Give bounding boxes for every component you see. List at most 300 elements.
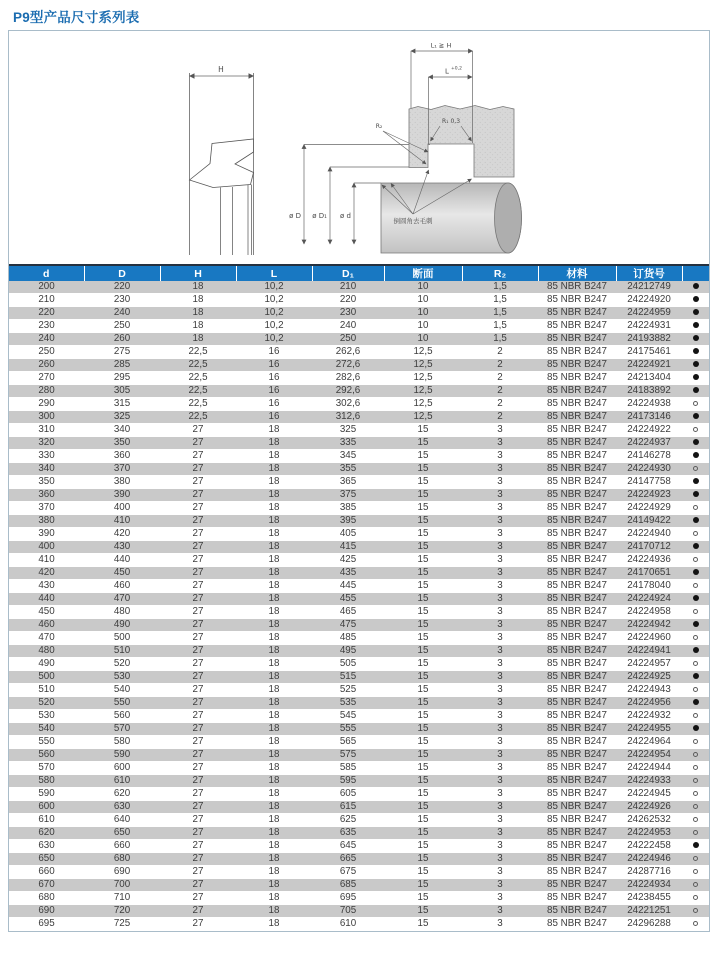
cell-R2: 3: [462, 489, 538, 502]
cell-material: 85 NBR B247: [538, 697, 616, 710]
cell-d: 660: [9, 866, 84, 879]
cell-R2: 3: [462, 892, 538, 905]
cell-order-no: 24212749: [616, 281, 682, 294]
cell-D1: 425: [312, 554, 384, 567]
cell-section: 15: [384, 489, 462, 502]
cell-D: 660: [84, 840, 160, 853]
cell-section: 15: [384, 463, 462, 476]
cell-L: 16: [236, 411, 312, 424]
cell-material: 85 NBR B247: [538, 528, 616, 541]
stock-hollow-icon: [693, 908, 698, 913]
cell-d: 370: [9, 502, 84, 515]
cell-order-no: 24183892: [616, 385, 682, 398]
cell-D1: 415: [312, 541, 384, 554]
dim-label-dia-D1: ø D₁: [312, 212, 327, 220]
cell-d: 470: [9, 632, 84, 645]
cell-d: 630: [9, 840, 84, 853]
cell-stock: [682, 905, 709, 918]
cell-R2: 3: [462, 775, 538, 788]
stock-hollow-icon: [693, 609, 698, 614]
cell-D: 690: [84, 866, 160, 879]
table-row: [9, 554, 709, 567]
cell-L: 18: [236, 775, 312, 788]
cell-d: 580: [9, 775, 84, 788]
cell-material: 85 NBR B247: [538, 476, 616, 489]
cell-section: 15: [384, 775, 462, 788]
stock-filled-icon: [693, 491, 699, 497]
cell-section: 15: [384, 697, 462, 710]
table-row: [9, 606, 709, 619]
cell-order-no: 24213404: [616, 372, 682, 385]
cell-D1: 485: [312, 632, 384, 645]
cell-order-no: 24193882: [616, 333, 682, 346]
cell-section: 15: [384, 593, 462, 606]
cell-D: 500: [84, 632, 160, 645]
cell-D1: 250: [312, 333, 384, 346]
cell-D1: 292,6: [312, 385, 384, 398]
cell-H: 27: [160, 749, 236, 762]
cell-order-no: 24224942: [616, 619, 682, 632]
cell-R2: 3: [462, 697, 538, 710]
cell-section: 15: [384, 749, 462, 762]
cell-material: 85 NBR B247: [538, 411, 616, 424]
cell-order-no: 24224940: [616, 528, 682, 541]
cell-L: 18: [236, 814, 312, 827]
cell-stock: [682, 463, 709, 476]
cell-material: 85 NBR B247: [538, 749, 616, 762]
cell-D: 410: [84, 515, 160, 528]
cell-D1: 475: [312, 619, 384, 632]
cell-D: 680: [84, 853, 160, 866]
cell-stock: [682, 489, 709, 502]
cell-L: 18: [236, 697, 312, 710]
cell-d: 380: [9, 515, 84, 528]
cell-order-no: 24224937: [616, 437, 682, 450]
cell-section: 15: [384, 619, 462, 632]
cell-material: 85 NBR B247: [538, 775, 616, 788]
cell-section: 12,5: [384, 398, 462, 411]
cell-H: 27: [160, 476, 236, 489]
cell-D: 360: [84, 450, 160, 463]
cell-material: 85 NBR B247: [538, 788, 616, 801]
cell-order-no: 24175461: [616, 346, 682, 359]
cell-d: 360: [9, 489, 84, 502]
cell-stock: [682, 788, 709, 801]
cell-D1: 385: [312, 502, 384, 515]
cell-D1: 610: [312, 918, 384, 931]
cell-H: 27: [160, 723, 236, 736]
cell-stock: [682, 632, 709, 645]
cell-D: 440: [84, 554, 160, 567]
cell-L: 18: [236, 736, 312, 749]
cell-R2: 1,5: [462, 320, 538, 333]
cell-H: 27: [160, 840, 236, 853]
cell-stock: [682, 567, 709, 580]
table-row: [9, 398, 709, 411]
cell-R2: 1,5: [462, 294, 538, 307]
table-row: [9, 346, 709, 359]
stock-hollow-icon: [693, 830, 698, 835]
cell-order-no: 24224954: [616, 749, 682, 762]
cell-order-no: 24170651: [616, 567, 682, 580]
table-row: [9, 775, 709, 788]
cell-D: 380: [84, 476, 160, 489]
cell-d: 520: [9, 697, 84, 710]
cell-order-no: 24224923: [616, 489, 682, 502]
cell-order-no: 24287716: [616, 866, 682, 879]
table-row: [9, 658, 709, 671]
cell-H: 27: [160, 632, 236, 645]
cell-D1: 535: [312, 697, 384, 710]
col-header-stock: [682, 265, 709, 281]
cell-R2: 3: [462, 593, 538, 606]
cell-R2: 3: [462, 749, 538, 762]
cell-material: 85 NBR B247: [538, 827, 616, 840]
cell-section: 15: [384, 502, 462, 515]
cell-order-no: 24222458: [616, 840, 682, 853]
cell-stock: [682, 541, 709, 554]
cell-d: 270: [9, 372, 84, 385]
cell-D1: 495: [312, 645, 384, 658]
cell-order-no: 24149422: [616, 515, 682, 528]
cell-L: 18: [236, 684, 312, 697]
cell-section: 15: [384, 892, 462, 905]
cell-d: 430: [9, 580, 84, 593]
cell-stock: [682, 853, 709, 866]
table-row: [9, 892, 709, 905]
cell-D1: 302,6: [312, 398, 384, 411]
cell-d: 450: [9, 606, 84, 619]
cell-L: 16: [236, 385, 312, 398]
cell-section: 15: [384, 684, 462, 697]
cell-R2: 3: [462, 424, 538, 437]
stock-hollow-icon: [693, 895, 698, 900]
cell-stock: [682, 554, 709, 567]
stock-filled-icon: [693, 543, 699, 549]
technical-drawing: [9, 31, 709, 264]
cell-order-no: 24178040: [616, 580, 682, 593]
cell-order-no: 24224921: [616, 359, 682, 372]
cell-L: 18: [236, 619, 312, 632]
stock-hollow-icon: [693, 882, 698, 887]
table-row: [9, 814, 709, 827]
cell-d: 540: [9, 723, 84, 736]
table-row: [9, 294, 709, 307]
cell-d: 600: [9, 801, 84, 814]
cell-d: 290: [9, 398, 84, 411]
stock-hollow-icon: [693, 687, 698, 692]
cell-H: 27: [160, 541, 236, 554]
cell-D: 510: [84, 645, 160, 658]
cell-L: 18: [236, 658, 312, 671]
table-row: [9, 918, 709, 931]
cell-stock: [682, 281, 709, 294]
table-row: [9, 307, 709, 320]
cell-section: 15: [384, 762, 462, 775]
stock-filled-icon: [693, 296, 699, 302]
cell-stock: [682, 749, 709, 762]
cell-D1: 405: [312, 528, 384, 541]
cell-L: 16: [236, 372, 312, 385]
dim-label-L: L: [445, 67, 449, 76]
cell-D1: 625: [312, 814, 384, 827]
cell-R2: 3: [462, 528, 538, 541]
cell-D: 240: [84, 307, 160, 320]
cell-D1: 685: [312, 879, 384, 892]
cell-order-no: 24224956: [616, 697, 682, 710]
cell-d: 420: [9, 567, 84, 580]
cell-R2: 3: [462, 788, 538, 801]
cell-D: 700: [84, 879, 160, 892]
cell-R2: 3: [462, 632, 538, 645]
cell-stock: [682, 697, 709, 710]
cell-order-no: 24224926: [616, 801, 682, 814]
table-row: [9, 567, 709, 580]
cell-stock: [682, 450, 709, 463]
cell-R2: 3: [462, 580, 538, 593]
cell-D1: 515: [312, 671, 384, 684]
cell-D: 580: [84, 736, 160, 749]
stock-filled-icon: [693, 673, 699, 679]
stock-filled-icon: [693, 335, 699, 341]
stock-filled-icon: [693, 348, 699, 354]
cell-material: 85 NBR B247: [538, 281, 616, 294]
cell-H: 27: [160, 450, 236, 463]
cell-R2: 3: [462, 476, 538, 489]
cell-section: 15: [384, 723, 462, 736]
cell-d: 680: [9, 892, 84, 905]
table-row: [9, 645, 709, 658]
cell-d: 500: [9, 671, 84, 684]
cell-L: 10,2: [236, 320, 312, 333]
cell-material: 85 NBR B247: [538, 645, 616, 658]
cell-D: 710: [84, 892, 160, 905]
cell-order-no: 24170712: [616, 541, 682, 554]
table-row: [9, 281, 709, 294]
cell-L: 16: [236, 398, 312, 411]
cell-H: 18: [160, 307, 236, 320]
cell-D: 480: [84, 606, 160, 619]
cell-section: 15: [384, 866, 462, 879]
cell-R2: 3: [462, 866, 538, 879]
cell-L: 18: [236, 437, 312, 450]
cell-D1: 435: [312, 567, 384, 580]
cell-L: 10,2: [236, 294, 312, 307]
table-row: [9, 736, 709, 749]
cell-H: 27: [160, 788, 236, 801]
stock-filled-icon: [693, 413, 699, 419]
cell-material: 85 NBR B247: [538, 853, 616, 866]
cell-stock: [682, 723, 709, 736]
cell-section: 15: [384, 580, 462, 593]
cell-R2: 3: [462, 684, 538, 697]
cell-L: 18: [236, 554, 312, 567]
table-row: [9, 853, 709, 866]
cell-stock: [682, 879, 709, 892]
cell-material: 85 NBR B247: [538, 372, 616, 385]
cell-order-no: 24224938: [616, 398, 682, 411]
cell-H: 22,5: [160, 372, 236, 385]
cell-section: 15: [384, 645, 462, 658]
cell-material: 85 NBR B247: [538, 866, 616, 879]
cell-stock: [682, 398, 709, 411]
cell-stock: [682, 840, 709, 853]
cell-H: 27: [160, 866, 236, 879]
cell-order-no: 24296288: [616, 918, 682, 931]
stock-hollow-icon: [693, 791, 698, 796]
table-row: [9, 749, 709, 762]
cell-D1: 465: [312, 606, 384, 619]
cell-order-no: 24224946: [616, 853, 682, 866]
cell-H: 27: [160, 593, 236, 606]
cell-section: 15: [384, 476, 462, 489]
cell-D: 720: [84, 905, 160, 918]
cell-d: 260: [9, 359, 84, 372]
label-R2: R₂: [375, 123, 383, 130]
cell-order-no: 24224959: [616, 307, 682, 320]
cell-D1: 445: [312, 580, 384, 593]
cell-D: 470: [84, 593, 160, 606]
cell-d: 440: [9, 593, 84, 606]
cell-D1: 585: [312, 762, 384, 775]
cell-D: 340: [84, 424, 160, 437]
stock-filled-icon: [693, 621, 699, 627]
cell-section: 15: [384, 632, 462, 645]
cell-L: 18: [236, 749, 312, 762]
table-row: [9, 437, 709, 450]
cell-material: 85 NBR B247: [538, 892, 616, 905]
cell-L: 10,2: [236, 333, 312, 346]
cell-order-no: 24173146: [616, 411, 682, 424]
cell-R2: 1,5: [462, 307, 538, 320]
cell-order-no: 24224964: [616, 736, 682, 749]
cell-R2: 3: [462, 827, 538, 840]
cell-D1: 555: [312, 723, 384, 736]
dim-label-L1: L₁ ≧ H: [430, 41, 452, 50]
cell-D1: 595: [312, 775, 384, 788]
cell-H: 27: [160, 424, 236, 437]
stock-filled-icon: [693, 517, 699, 523]
cell-D1: 575: [312, 749, 384, 762]
cell-R2: 2: [462, 346, 538, 359]
cell-stock: [682, 814, 709, 827]
cell-stock: [682, 671, 709, 684]
cell-D1: 272,6: [312, 359, 384, 372]
cell-section: 15: [384, 918, 462, 931]
cell-material: 85 NBR B247: [538, 437, 616, 450]
cell-d: 480: [9, 645, 84, 658]
col-header-section: 断面: [384, 265, 462, 281]
cell-material: 85 NBR B247: [538, 580, 616, 593]
cell-section: 15: [384, 840, 462, 853]
cell-section: 15: [384, 437, 462, 450]
cell-section: 15: [384, 424, 462, 437]
cell-D: 560: [84, 710, 160, 723]
cell-d: 610: [9, 814, 84, 827]
cell-d: 390: [9, 528, 84, 541]
cell-R2: 3: [462, 762, 538, 775]
cell-D: 400: [84, 502, 160, 515]
table-row: [9, 723, 709, 736]
cell-order-no: 24224929: [616, 502, 682, 515]
cell-section: 12,5: [384, 346, 462, 359]
table-row: [9, 528, 709, 541]
cell-R2: 3: [462, 723, 538, 736]
cell-L: 18: [236, 567, 312, 580]
cell-order-no: 24224960: [616, 632, 682, 645]
table-row: [9, 905, 709, 918]
table-row: [9, 489, 709, 502]
cell-stock: [682, 359, 709, 372]
dim-label-H: H: [218, 65, 224, 74]
stock-hollow-icon: [693, 778, 698, 783]
cell-d: 280: [9, 385, 84, 398]
cell-material: 85 NBR B247: [538, 879, 616, 892]
cell-D: 725: [84, 918, 160, 931]
table-row: [9, 359, 709, 372]
cell-stock: [682, 346, 709, 359]
table-row: [9, 684, 709, 697]
cell-section: 12,5: [384, 411, 462, 424]
stock-filled-icon: [693, 478, 699, 484]
cell-D: 630: [84, 801, 160, 814]
col-header-d: d: [9, 265, 84, 281]
stock-hollow-icon: [693, 713, 698, 718]
cell-stock: [682, 658, 709, 671]
cell-D1: 355: [312, 463, 384, 476]
cell-L: 18: [236, 645, 312, 658]
cell-section: 15: [384, 450, 462, 463]
cell-L: 18: [236, 866, 312, 879]
cell-D: 650: [84, 827, 160, 840]
cell-d: 330: [9, 450, 84, 463]
cell-L: 18: [236, 710, 312, 723]
cell-L: 18: [236, 892, 312, 905]
table-row: [9, 801, 709, 814]
cell-D: 285: [84, 359, 160, 372]
cell-order-no: 24224944: [616, 762, 682, 775]
cell-D: 460: [84, 580, 160, 593]
cell-material: 85 NBR B247: [538, 840, 616, 853]
cell-d: 300: [9, 411, 84, 424]
cell-H: 18: [160, 320, 236, 333]
cell-stock: [682, 476, 709, 489]
cell-L: 18: [236, 424, 312, 437]
cell-d: 400: [9, 541, 84, 554]
cell-L: 18: [236, 853, 312, 866]
cell-stock: [682, 736, 709, 749]
cell-R2: 3: [462, 437, 538, 450]
cell-H: 27: [160, 437, 236, 450]
cell-R2: 3: [462, 736, 538, 749]
cell-D1: 455: [312, 593, 384, 606]
cell-H: 27: [160, 827, 236, 840]
cell-section: 10: [384, 320, 462, 333]
col-header-H: H: [160, 265, 236, 281]
cell-L: 18: [236, 489, 312, 502]
seal-profile-view: [190, 73, 254, 255]
cell-material: 85 NBR B247: [538, 489, 616, 502]
cell-H: 27: [160, 489, 236, 502]
dim-label-dia-d: ø d: [340, 212, 351, 220]
cell-material: 85 NBR B247: [538, 398, 616, 411]
cell-material: 85 NBR B247: [538, 905, 616, 918]
cell-H: 27: [160, 463, 236, 476]
cell-R2: 3: [462, 450, 538, 463]
cell-H: 22,5: [160, 346, 236, 359]
table-row: [9, 671, 709, 684]
cell-d: 690: [9, 905, 84, 918]
